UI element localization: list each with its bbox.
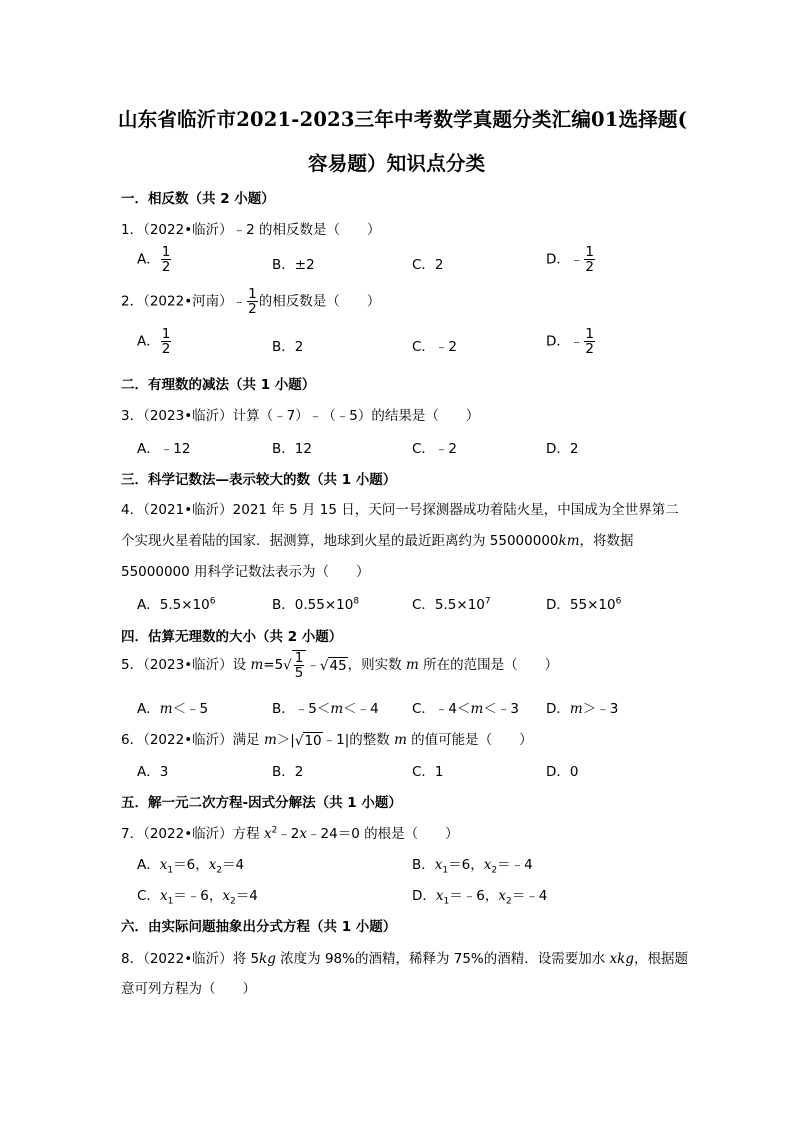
section-heading: 三．科学记数法—表示较大的数（共 1 小题）: [121, 472, 397, 488]
document-title-line1: 山东省临沂市2021-2023三年中考数学真题分类汇编01选择题(: [118, 108, 688, 131]
q5-option-b: B．﹣5＜m＜﹣4: [272, 701, 379, 717]
question-8-line1: 8．（2022•临沂）将 5kg 浓度为 98%的酒精，稀释为 75%的酒精．设需要加水 xkg，根据题: [121, 951, 688, 967]
q3-option-a: A．﹣12: [137, 441, 191, 457]
fraction: $\frac{1}{2}$: [248, 286, 257, 318]
q2-option-a: A． $\frac{1}{2}$: [137, 326, 171, 358]
q5-option-a: A．m＜﹣5: [137, 701, 209, 717]
fraction: $\frac{1}{2}$: [161, 244, 171, 276]
fraction: $\frac{1}{2}$: [585, 244, 594, 276]
square-root: √10: [294, 732, 322, 749]
section-heading: 一．相反数（共 2 小题）: [121, 191, 275, 207]
section-heading: 六．由实际问题抽象出分式方程（共 1 小题）: [121, 919, 397, 935]
question-1: 1．（2022•临沂）﹣2 的相反数是（ ）: [121, 222, 381, 238]
question-4-line1: 4．（2021•临沂）2021 年 5 月 15 日，天问一号探测器成功着陆火星，中国成为全世界第二: [121, 502, 679, 518]
q3-option-d: D．2: [546, 441, 579, 457]
q6-option-d: D．0: [546, 764, 579, 780]
question-4-line2: 个实现火星着陆的国家．据测算，地球到火星的最近距离约为 55000000km，将数据: [121, 533, 634, 549]
fraction: $\frac{1}{2}$: [161, 326, 171, 358]
section-heading: 四．估算无理数的大小（共 2 小题）: [121, 629, 343, 645]
document-title-line2: 容易题）知识点分类: [308, 152, 486, 175]
q1-option-d: D．﹣ $\frac{1}{2}$: [546, 244, 594, 276]
q6-option-a: A．3: [137, 764, 169, 780]
question-5: 5．（2023•临沂）设 m=5√ $\frac{1}{5}$ ﹣√45，则实数 m 所在的范围是（ ）: [121, 650, 559, 682]
q2-option-d: D．﹣ $\frac{1}{2}$: [546, 326, 594, 358]
section-heading: 二．有理数的减法（共 1 小题）: [121, 377, 316, 393]
q4-option-a: A．$5.5\times 10^6$: [137, 596, 216, 613]
q2-option-c: C．﹣2: [412, 339, 458, 355]
q7-option-b: B．$x_1=6$，$x_2=﹣4$: [412, 857, 533, 876]
q4-option-c: C．$5.5\times 10^7$: [412, 596, 491, 613]
q7-option-d: D．$x_1=﹣6$，$x_2=﹣4$: [412, 888, 548, 907]
section-heading: 五．解一元二次方程-因式分解法（共 1 小题）: [121, 795, 402, 811]
question-8-line2: 意可列方程为（ ）: [121, 981, 256, 997]
q5-option-c: C．﹣4＜m＜﹣3: [412, 701, 519, 717]
q1-option-c: C．2: [412, 257, 444, 273]
q1-option-a: A． $\frac{1}{2}$: [137, 244, 171, 276]
q3-option-c: C．﹣2: [412, 441, 458, 457]
question-3: 3．（2023•临沂）计算（﹣7）﹣（﹣5）的结果是（ ）: [121, 408, 480, 424]
q1-option-b: B．±2: [272, 257, 315, 273]
q6-option-c: C．1: [412, 764, 444, 780]
square-root: √45: [319, 657, 347, 674]
q7-option-c: C．$x_1=﹣6$，$x_2=4$: [137, 888, 258, 907]
q3-option-b: B．12: [272, 441, 312, 457]
question-4-line3: 55000000 用科学记数法表示为（ ）: [121, 564, 370, 580]
q2-option-b: B．2: [272, 339, 304, 355]
q5-option-d: D．m＞﹣3: [546, 701, 619, 717]
fraction: $\frac{1}{2}$: [585, 326, 594, 358]
question-7: 7．（2022•临沂）方程 $x^2﹣2x﹣24=0$ 的根是（ ）: [121, 825, 459, 842]
q6-option-b: B．2: [272, 764, 304, 780]
q4-option-d: D．$55\times 10^6$: [546, 596, 622, 613]
q7-option-a: A．$x_1=6$，$x_2=4$: [137, 857, 245, 876]
question-6: 6．（2022•临沂）满足 m＞|√10﹣1|的整数 m 的值可能是（ ）: [121, 732, 533, 749]
q4-option-b: B．$0.55\times 10^8$: [272, 596, 360, 613]
square-root: √ $\frac{1}{5}$: [283, 650, 306, 680]
question-2: 2．（2022•河南）﹣ $\frac{1}{2}$ 的相反数是（ ）: [121, 286, 381, 318]
